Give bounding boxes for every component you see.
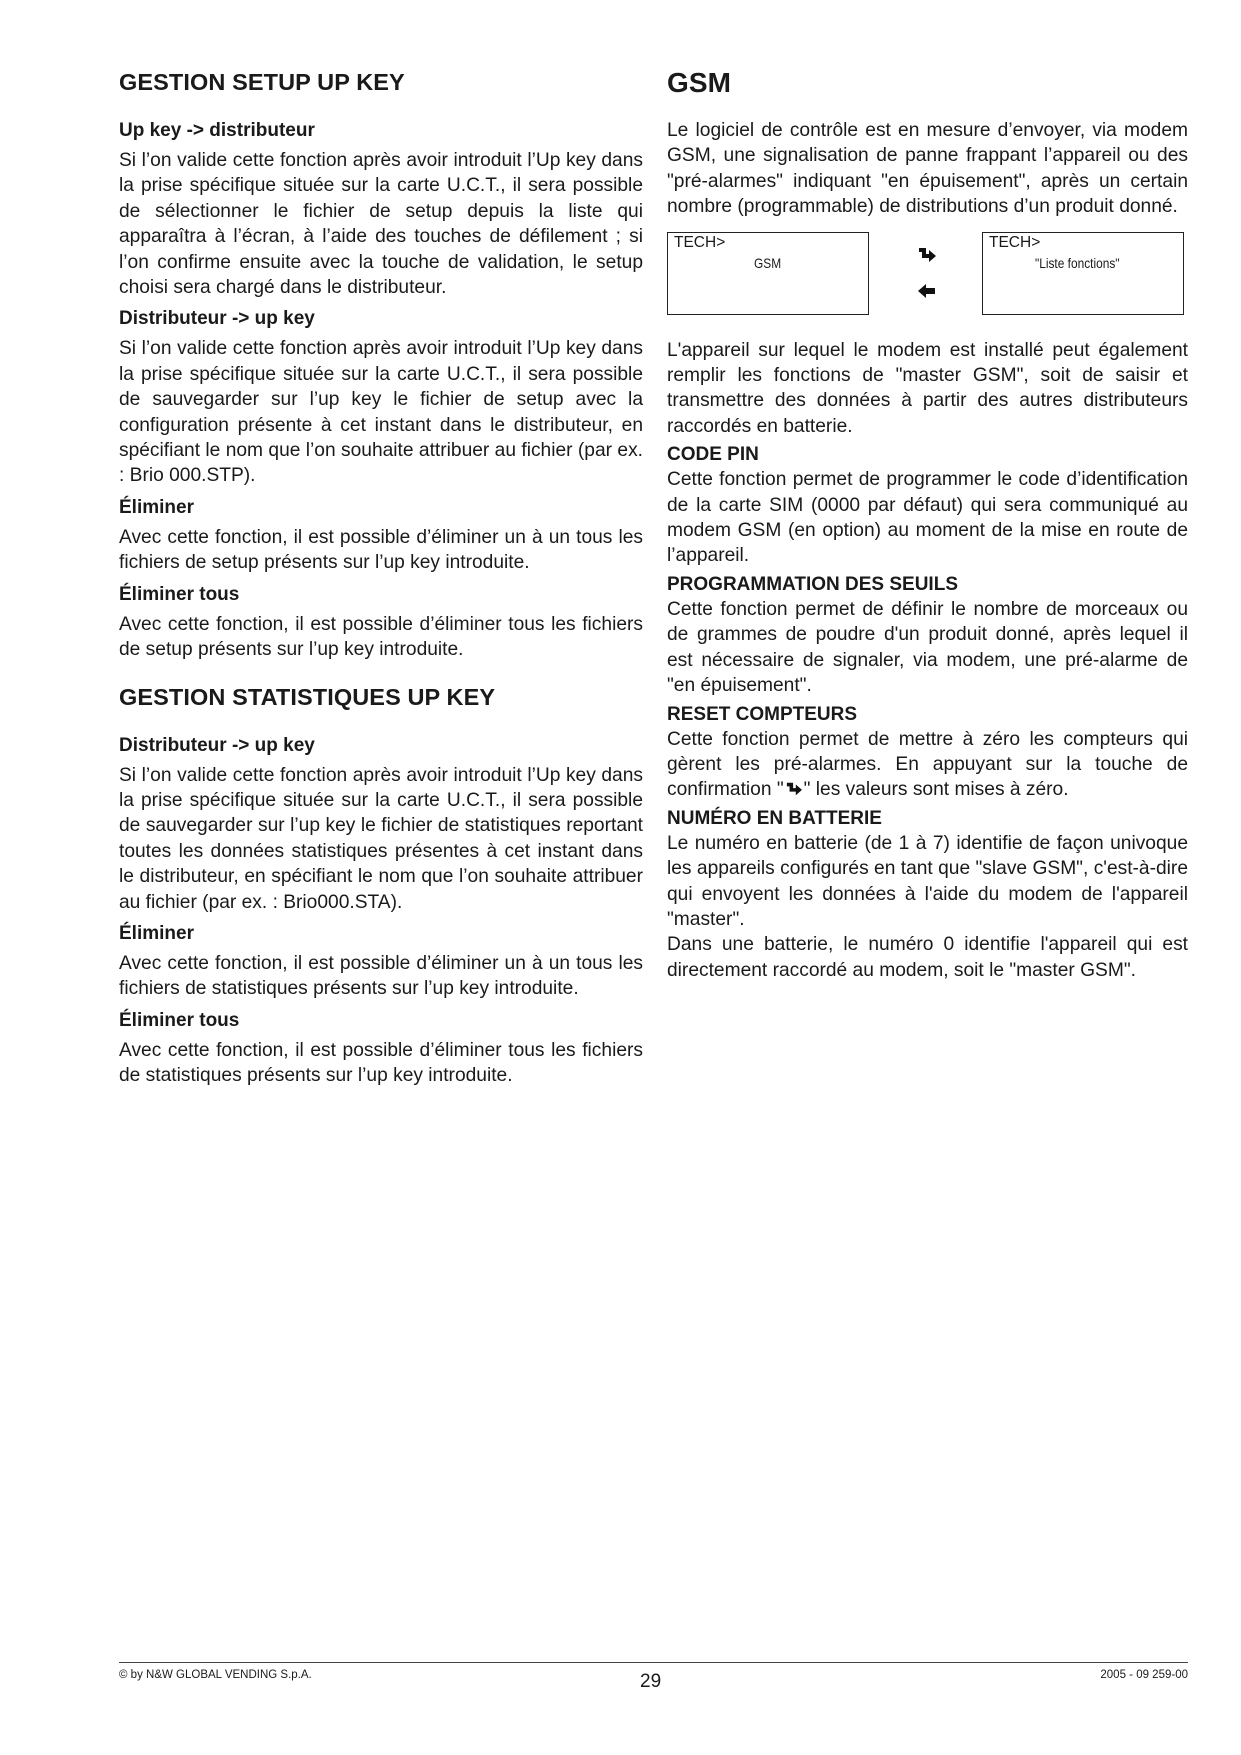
para-eliminer: Avec cette fonction, il est possible d’éliminer un à un tous les fichiers de setup présents sur l’up key introduite. [119,526,643,574]
para-numero-2: Dans une batterie, le numéro 0 identifie l'appareil qui est directement raccordé au modem, soit le "master GSM". [667,934,1188,981]
confirm-arrow-icon [917,246,937,264]
heading-gsm: GSM [667,67,732,98]
right-column [667,68,1188,983]
heading-setup: GESTION SETUP UP KEY [119,69,405,95]
sub-stats-dist-to-upkey: Distributeur -> up key [119,734,315,756]
footer-divider [119,1662,1188,1663]
screen-liste-line2: "Liste fonctions" [1035,254,1120,271]
sub-stats-eliminer: Éliminer [119,922,194,944]
sub-seuils: PROGRAMMATION DES SEUILS [667,573,958,595]
para-stats-dist-to-upkey: Si l’on valide cette fonction après avoir introduit l’Up key dans la prise spécifique située sur la carte U.C.T., il sera possible de sauvegarder sur l’up key le fichier de statistiques reportant toutes les données statistiques présentes à cet instant dans le distributeur, en spécifiant le nom que l’on souhaite attribuer au fichier (par ex. : Brio000.STA). [119,764,643,913]
footer-doc-ref: 2005 - 09 259-00 [1100,1669,1188,1681]
screen-liste-line1: TECH> [989,233,1041,251]
sub-reset: RESET COMPTEURS [667,703,858,725]
sub-eliminer: Éliminer [119,496,194,518]
menu-screens [667,232,1188,318]
sub-dist-to-upkey: Distributeur -> up key [119,308,315,330]
sub-code-pin: CODE PIN [667,444,759,466]
para-reset-a: Cette fonction permet de mettre à zéro les compteurs qui gèrent les pré-alarmes. En appuyant sur la touche de confirmation " [667,728,1188,801]
para-stats-eliminer-tous: Avec cette fonction, il est possible d’éliminer tous les fichiers de statistiques présents sur l’up key introduite. [119,1039,643,1087]
sub-numero: NUMÉRO EN BATTERIE [667,807,882,829]
para-numero-1: Le numéro en batterie (de 1 à 7) identifie de façon univoque les appareils configurés en tant que "slave GSM", c'est-à-dire qui envoyent les données à l'aide du modem de l'appareil "master". [667,832,1188,930]
confirm-key-icon [785,781,803,797]
back-arrow-icon [917,282,937,300]
para-upkey-to-dist: Si l’on valide cette fonction après avoir introduit l’Up key dans la prise spécifique située sur la carte U.C.T., il sera possible de sélectionner le fichier de setup depuis la liste qui apparaîtra à l’écran, à l’aide des touches de défilement ; si l’on confirme ensuite avec la touche de validation, le setup choisi sera chargé dans le distributeur. [119,150,643,299]
screen-gsm-line2: GSM [754,254,782,271]
para-eliminer-tous: Avec cette fonction, il est possible d’éliminer tous les fichiers de setup présents sur l’up key introduite. [119,613,643,661]
sub-stats-eliminer-tous: Éliminer tous [119,1009,240,1031]
heading-stats: GESTION STATISTIQUES UP KEY [119,683,496,710]
para-dist-to-upkey: Si l’on valide cette fonction après avoir introduit l’Up key dans la prise spécifique située sur la carte U.C.T., il sera possible de sauvegarder sur l’up key le fichier de setup avec la configuration présente à cet instant dans le distributeur, en spécifiant le nom que l’on souhaite attribuer au fichier (par ex. : Brio 000.STP). [119,338,643,487]
screen-gsm-line1: TECH> [674,233,726,251]
para-gsm-intro: Le logiciel de contrôle est en mesure d’envoyer, via modem GSM, une signalisation de panne frappant l’appareil ou des "pré-alarmes" indiquant "en épuisement", après un certain nombre (programmable) de distributions d’un produit donné. [667,120,1188,218]
para-stats-eliminer: Avec cette fonction, il est possible d’éliminer un à un tous les fichiers de statistiques présents sur l’up key introduite. [119,952,643,1000]
left-column [119,68,643,1089]
para-reset-b: " les valeurs sont mises à zéro. [803,779,1069,801]
para-seuils: Cette fonction permet de définir le nombre de morceaux ou de grammes de poudre d'un produit donné, après lequel il est nécessaire de signaler, via modem, une pré-alarme de "en épuisement". [667,598,1188,697]
footer-copyright: © by N&W GLOBAL VENDING S.p.A. [119,1669,312,1681]
sub-eliminer-tous: Éliminer tous [119,583,240,605]
page-number: 29 [640,1671,662,1692]
para-reset [667,727,1188,803]
screen-gsm [667,232,869,315]
para-code-pin: Cette fonction permet de programmer le code d’identification de la carte SIM (0000 par défaut) qui sera communiqué au modem GSM (en option) au moment de la mise en route de l’appareil. [667,469,1188,567]
para-master-gsm: L'appareil sur lequel le modem est installé peut également remplir les fonctions de "master GSM", soit de saisir et transmettre des données à partir des autres distributeurs raccordés en batterie. [667,339,1188,437]
sub-upkey-to-dist: Up key -> distributeur [119,120,315,141]
screen-liste-fonctions [982,232,1184,315]
